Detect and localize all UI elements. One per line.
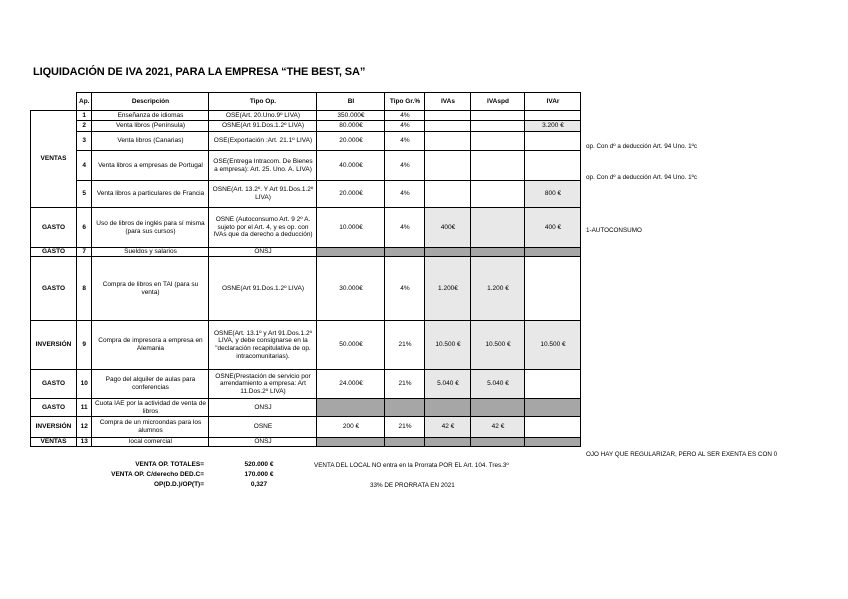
cell-ivas [425, 438, 471, 447]
cell-tipo: OSNE(Art 91.Dos.1.2º LIVA) [209, 121, 317, 132]
cell-tipo: ONSJ [209, 399, 317, 417]
section-label: GASTO [31, 208, 77, 248]
table-row [31, 111, 581, 121]
cell-ivaspd: 5.040 € [471, 370, 525, 399]
table-row [31, 248, 581, 257]
cell-desc: Compra de impresora a empresa en Alemania [92, 321, 209, 370]
cell-tipo: ONSJ [209, 438, 317, 447]
cell-tipo: OSNE(Art. 13.2º. Y Art 91.Dos.1.2º LIVA) [209, 181, 317, 208]
cell-gr [385, 438, 425, 447]
cell-gr: 4% [385, 257, 425, 321]
cell-ivaspd [471, 151, 525, 181]
cell-ivas [425, 121, 471, 132]
header-tipo-op: Tipo Op. [209, 93, 317, 111]
header-tipo-gr: Tipo Gr.% [385, 93, 425, 111]
cell-ap: 3 [77, 132, 92, 151]
summary-dedlc-label: VENTA OP. C/derecho DED.C= [111, 471, 204, 478]
cell-tipo: OSNE [209, 417, 317, 438]
cell-desc: Compra de un microondas para los alumnos [92, 417, 209, 438]
cell-gr: 4% [385, 111, 425, 121]
cell-desc: Venta libros (Península) [92, 121, 209, 132]
summary-op-value: 0,327 [250, 481, 268, 488]
cell-ivaspd [471, 181, 525, 208]
section-label: INVERSIÓN [31, 321, 77, 370]
cell-ap: 10 [77, 370, 92, 399]
cell-ivar [525, 370, 581, 399]
cell-ivaspd [471, 208, 525, 248]
cell-ivas: 400€ [425, 208, 471, 248]
note-row-3: op. Con dº a deducción Art. 94 Uno. 1ºc [586, 143, 698, 150]
cell-desc: Compra de libros en TAI (para su venta) [92, 257, 209, 321]
cell-ivaspd [471, 399, 525, 417]
table-row [31, 181, 581, 208]
cell-ivar: 400 € [525, 208, 581, 248]
cell-gr: 4% [385, 181, 425, 208]
summary-prorrata-note: 33% DE PRORRATA EN 2021 [370, 482, 455, 489]
table-row [31, 438, 581, 447]
cell-tipo: OSNE(Art. 13.1º y Art 91.Dos.1.2º LIVA, y debe consignarse en la "declaración recapitulativa de op. intracomunitarias). [209, 321, 317, 370]
cell-tipo: OSE(Exportación :Art. 21.1º LIVA) [209, 132, 317, 151]
cell-tipo: OSE(Art. 20.Uno.9º LIVA) [209, 111, 317, 121]
cell-gr [385, 248, 425, 257]
cell-ap: 12 [77, 417, 92, 438]
header-descripcion: Descripción [92, 93, 209, 111]
note-row-13: OJO HAY QUE REGULARIZAR, PERO AL SER EXENTA ES CON 0 [586, 451, 778, 458]
cell-ap: 9 [77, 321, 92, 370]
cell-bi: 24.000€ [317, 370, 385, 399]
cell-ap: 4 [77, 151, 92, 181]
cell-ivar [525, 132, 581, 151]
cell-ivar [525, 248, 581, 257]
cell-ivas [425, 151, 471, 181]
cell-bi [317, 248, 385, 257]
table-row [31, 370, 581, 399]
table-row [31, 257, 581, 321]
summary-dedlc-value: 170.000 € [244, 471, 274, 478]
cell-ivar: 3.200 € [525, 121, 581, 132]
cell-ivaspd: 10.500 € [471, 321, 525, 370]
cell-ivar: 10.500 € [525, 321, 581, 370]
cell-ivas: 1.200€ [425, 257, 471, 321]
cell-ivar [525, 399, 581, 417]
table-row [31, 208, 581, 248]
cell-gr: 4% [385, 121, 425, 132]
cell-tipo: ONSJ [209, 248, 317, 257]
cell-ivar [525, 151, 581, 181]
cell-ivas [425, 399, 471, 417]
table-row [31, 121, 581, 132]
table-row [31, 321, 581, 370]
cell-bi: 200 € [317, 417, 385, 438]
cell-ivaspd [471, 111, 525, 121]
table-row [31, 399, 581, 417]
cell-bi [317, 438, 385, 447]
cell-bi: 40.000€ [317, 151, 385, 181]
header-ap: Ap. [77, 93, 92, 111]
cell-ivar [525, 438, 581, 447]
cell-tipo: OSNE(Art 91.Dos.1.2º LIVA) [209, 257, 317, 321]
page-title: LIQUIDACIÓN DE IVA 2021, PARA LA EMPRESA “THE BEST, SA” [33, 66, 366, 78]
cell-desc: local comercial [92, 438, 209, 447]
cell-gr: 21% [385, 370, 425, 399]
cell-bi: 350.000€ [317, 111, 385, 121]
cell-ivas [425, 248, 471, 257]
cell-gr: 4% [385, 208, 425, 248]
section-label: VENTAS [31, 111, 77, 208]
cell-ivaspd: 42 € [471, 417, 525, 438]
header-ivar: IVAr [525, 93, 581, 111]
cell-desc: Sueldos y salarios [92, 248, 209, 257]
cell-ap: 13 [77, 438, 92, 447]
header-ivaspd: IVAspd [471, 93, 525, 111]
cell-ivas [425, 132, 471, 151]
cell-ivar [525, 417, 581, 438]
header-row [31, 93, 581, 111]
cell-ivaspd [471, 121, 525, 132]
cell-bi: 20.000€ [317, 132, 385, 151]
cell-gr [385, 399, 425, 417]
cell-ap: 5 [77, 181, 92, 208]
cell-ivas: 42 € [425, 417, 471, 438]
table-row [31, 151, 581, 181]
cell-gr: 21% [385, 417, 425, 438]
cell-desc: Pago del alquiler de aulas para conferencias [92, 370, 209, 399]
section-label: GASTO [31, 370, 77, 399]
cell-ivaspd [471, 248, 525, 257]
cell-bi: 20.000€ [317, 181, 385, 208]
cell-desc: Venta libros a particulares de Francia [92, 181, 209, 208]
cell-desc: Venta libros a empresas de Portugal [92, 151, 209, 181]
cell-desc: Enseñanza de idiomas [92, 111, 209, 121]
cell-ivar: 800 € [525, 181, 581, 208]
cell-ivar [525, 111, 581, 121]
cell-ap: 2 [77, 121, 92, 132]
table-row [31, 417, 581, 438]
summary-venta-local-note: VENTA DEL LOCAL NO entra en la Prorrata POR EL Art. 104. Tres.3º [314, 462, 509, 469]
header-blank [31, 93, 77, 111]
cell-gr: 4% [385, 132, 425, 151]
summary-op-label: OP(D.D.)/OP(T)= [153, 481, 204, 488]
note-row-4: op. Con dº a deducción Art. 94 Uno. 1ºc [586, 174, 698, 181]
cell-ivas: 5.040 € [425, 370, 471, 399]
section-label: GASTO [31, 399, 77, 417]
cell-ap: 7 [77, 248, 92, 257]
cell-desc: Venta libros (Canarias) [92, 132, 209, 151]
cell-tipo: OSNE(Prestación de servicio por arrendamiento a empresa: Art 11.Dos.2º LIVA) [209, 370, 317, 399]
table-row [31, 132, 581, 151]
cell-ap: 8 [77, 257, 92, 321]
cell-ivas: 10.500 € [425, 321, 471, 370]
cell-bi: 10.000€ [317, 208, 385, 248]
summary-totales-label: VENTA OP. TOTALES= [135, 461, 204, 468]
header-bi: BI [317, 93, 385, 111]
cell-ivaspd [471, 438, 525, 447]
iva-liquidation-table [30, 92, 581, 447]
cell-ivaspd: 1.200 € [471, 257, 525, 321]
cell-tipo: OSNE (Autoconsumo Art. 9 2º A. sujeto por el Art. 4, y es op. con IVAs que da derecho a deducción) [209, 208, 317, 248]
cell-desc: Uso de libros de inglés para sí misma (para sus cursos) [92, 208, 209, 248]
cell-desc: Cuota IAE por la actividad de venta de libros [92, 399, 209, 417]
summary-totales-value: 520.000 € [244, 461, 274, 468]
cell-ivaspd [471, 132, 525, 151]
cell-bi: 30.000€ [317, 257, 385, 321]
section-label: INVERSIÓN [31, 417, 77, 438]
cell-gr: 21% [385, 321, 425, 370]
cell-ivas [425, 181, 471, 208]
cell-ivar [525, 257, 581, 321]
cell-ivas [425, 111, 471, 121]
cell-tipo: OSE(Entrega Intracom. De Bienes a empresa): Art. 25. Uno. A. LIVA) [209, 151, 317, 181]
cell-bi: 80.000€ [317, 121, 385, 132]
section-label: GASTO [31, 248, 77, 257]
section-label: GASTO [31, 257, 77, 321]
cell-bi [317, 399, 385, 417]
cell-ap: 1 [77, 111, 92, 121]
cell-ap: 11 [77, 399, 92, 417]
cell-ap: 6 [77, 208, 92, 248]
cell-bi: 50.000€ [317, 321, 385, 370]
section-label: VENTAS [31, 438, 77, 447]
note-row-6: 1-AUTOCONSUMO [586, 227, 642, 234]
header-ivas: IVAs [425, 93, 471, 111]
cell-gr: 4% [385, 151, 425, 181]
